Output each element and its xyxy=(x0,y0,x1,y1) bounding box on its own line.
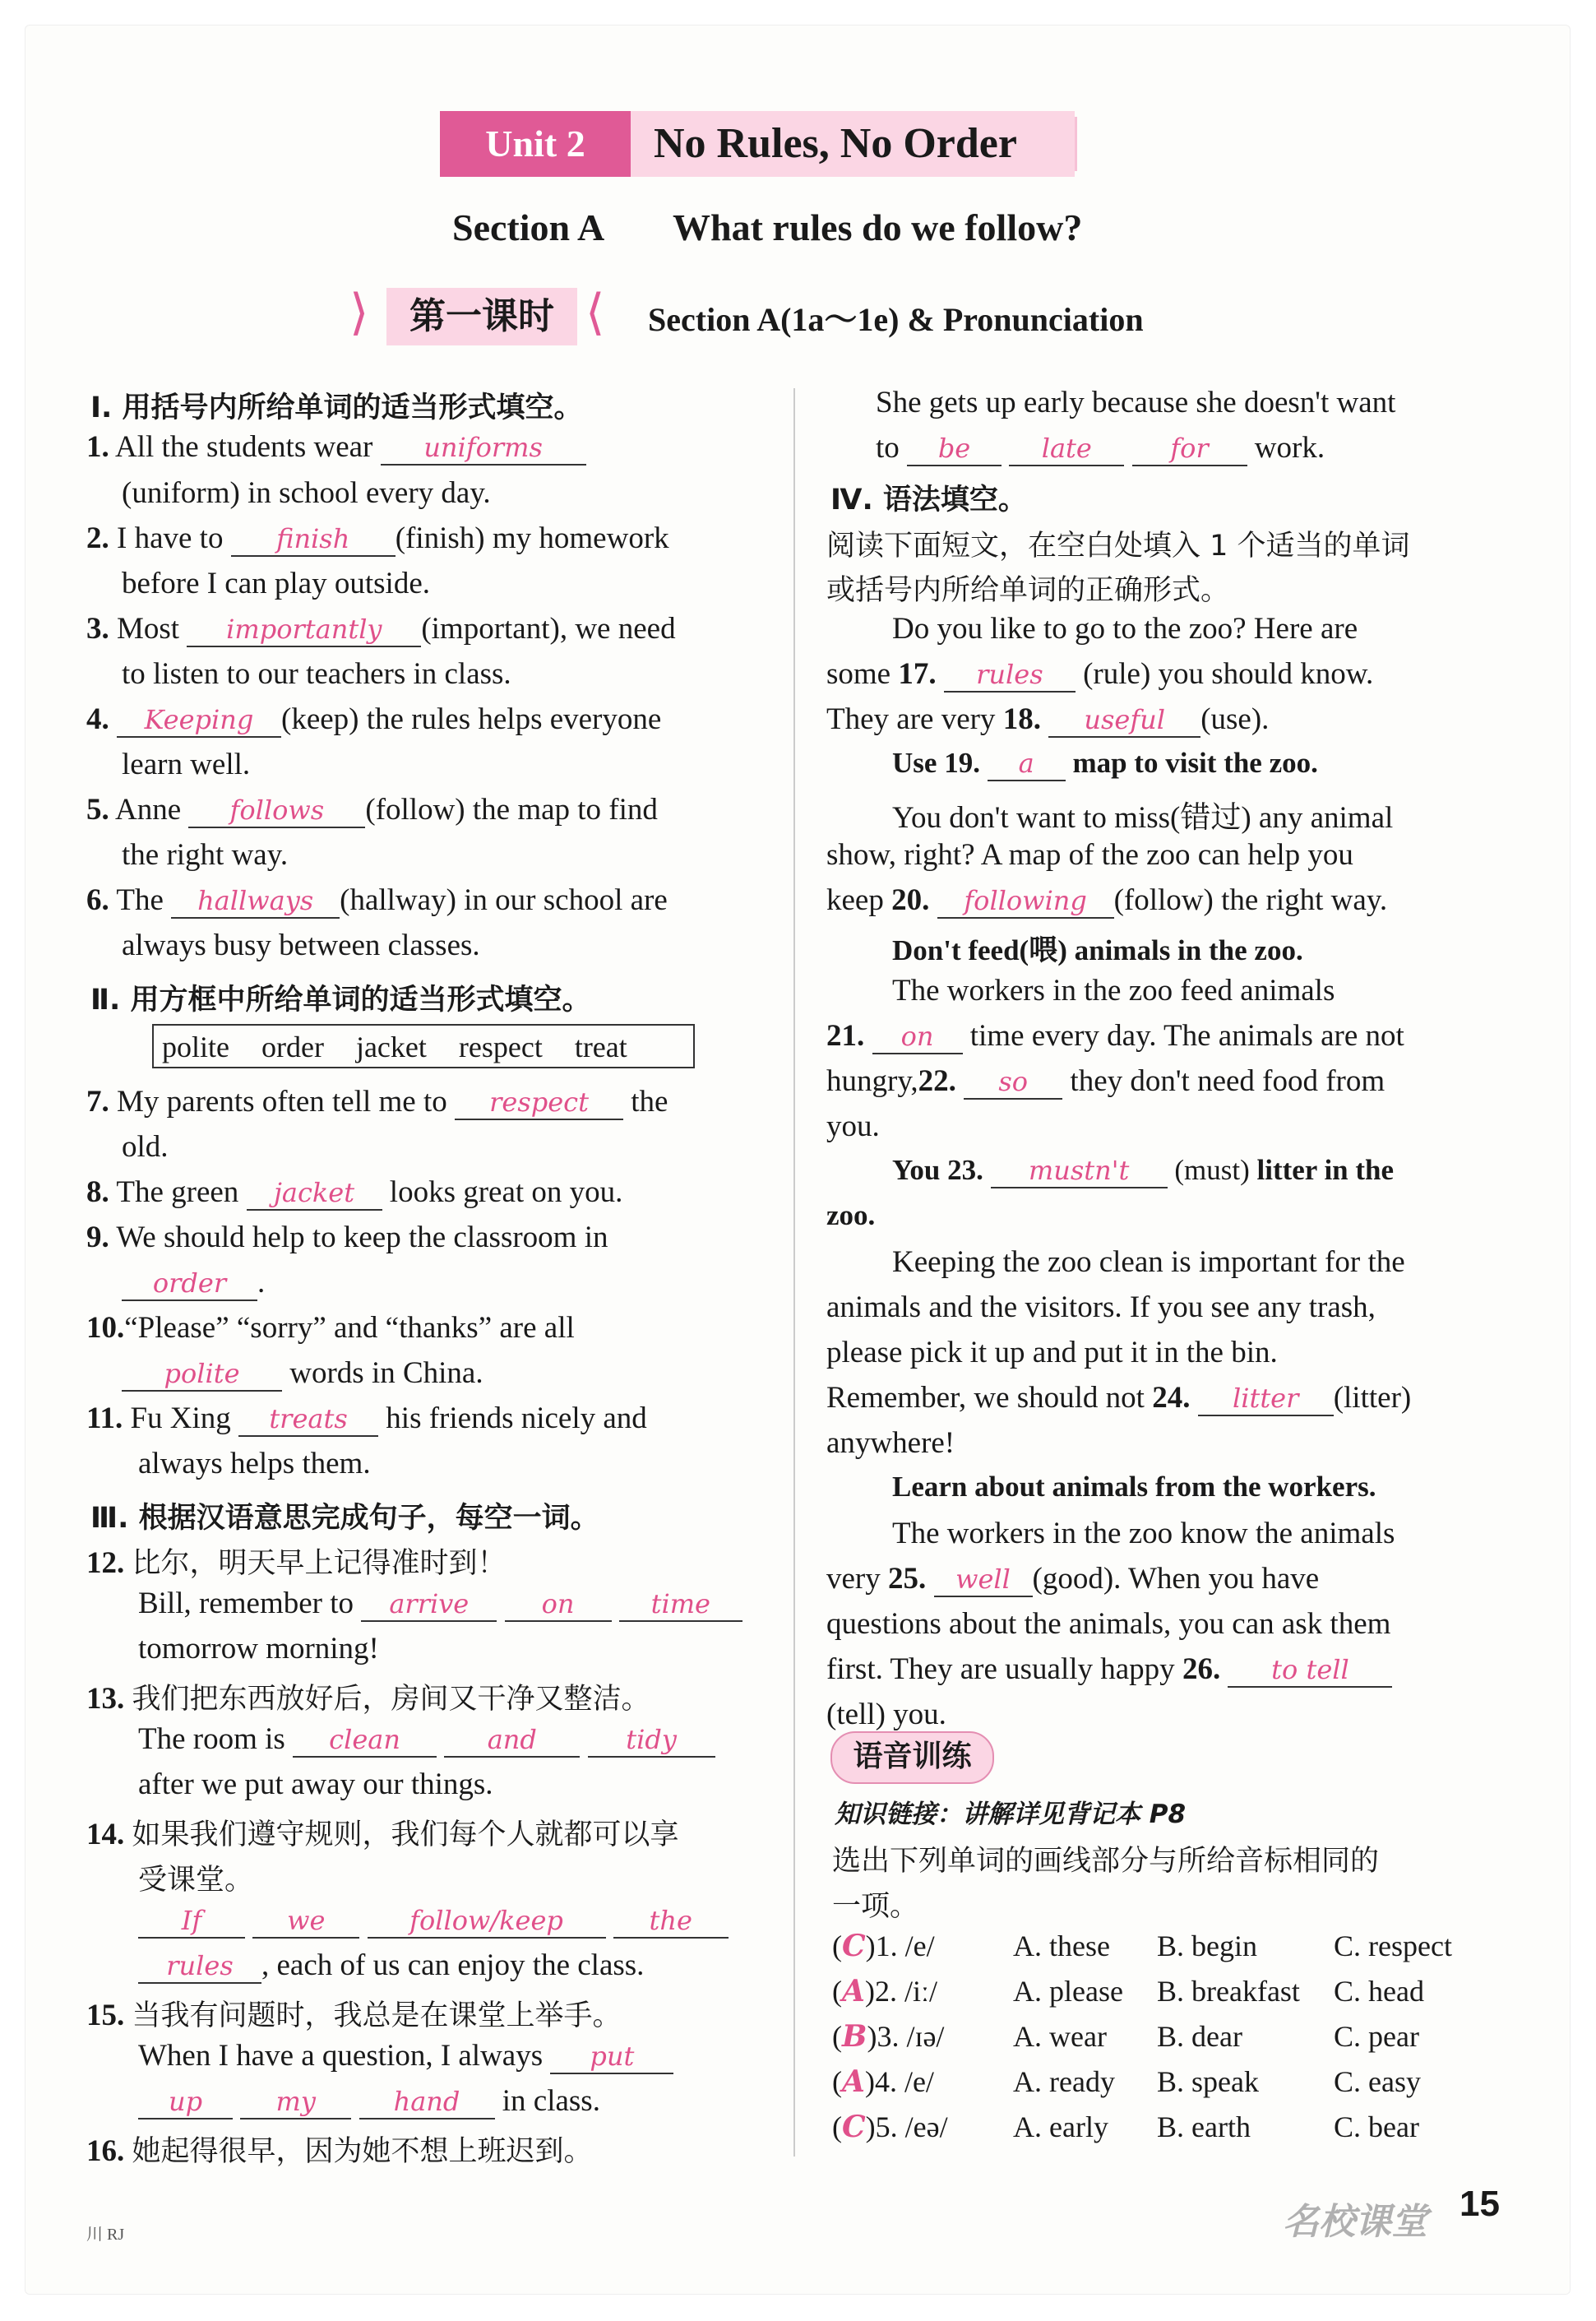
p4-line5: anywhere! xyxy=(826,1426,955,1460)
p3-heading: Don't feed(喂) animals in the zoo. xyxy=(892,934,1303,966)
page-number: 15 xyxy=(1460,2184,1500,2224)
speech-tag: 语音训练 xyxy=(830,1731,994,1784)
speech-item-3: (B)3. /ɪə/ A. wear B. dear C. pear xyxy=(832,2019,1419,2054)
p3-line2: 21. on time every day. The animals are not xyxy=(826,1019,1404,1053)
section-title: What rules do we follow? xyxy=(673,206,1083,248)
unit-title: No Rules, No Order xyxy=(631,111,1075,177)
q3-answer: importantly xyxy=(226,614,382,645)
p1-line3: They are very 18. useful (use). xyxy=(826,702,1270,736)
part4-intro1: 阅读下面短文，在空白处填入 1 个适当的单词 xyxy=(826,530,1410,563)
q3-line1: 3. Most importantly (important), we need xyxy=(86,612,676,646)
p2-line2: show, right? A map of the zoo can help you xyxy=(826,838,1353,872)
part4-intro2: 或括号内所给单词的正确形式。 xyxy=(826,574,1230,607)
q13-line3: after we put away our things. xyxy=(138,1767,493,1801)
p1-heading: Use 19. a map to visit the zoo. xyxy=(892,747,1318,781)
q16-line3: to be late for work. xyxy=(876,431,1325,465)
knowledge-link: 知识链接：讲解详见背记本 P8 xyxy=(835,1800,1187,1829)
q12-line1: 12. 比尔，明天早上记得准时到！ xyxy=(86,1546,507,1580)
q3-line2: to listen to our teachers in class. xyxy=(122,657,511,691)
q6-line2: always busy between classes. xyxy=(122,929,480,962)
q14-line2: 受课堂。 xyxy=(138,1864,254,1897)
q5-line2: the right way. xyxy=(122,838,289,872)
p5-line3: questions about the animals, you can ask them xyxy=(826,1607,1391,1641)
q4-answer: Keeping xyxy=(144,704,254,735)
speech-item-4: (A)4. /e/ A. ready B. speak C. easy xyxy=(832,2064,1421,2099)
q7-line1: 7. My parents often tell me to respect the xyxy=(86,1085,668,1119)
q8-answer: jacket xyxy=(273,1177,355,1208)
q16-line2: She gets up early because she doesn't want xyxy=(876,386,1396,419)
q2-answer: finish xyxy=(276,523,350,554)
q5-answer: follows xyxy=(229,795,325,826)
speech-item-1: (C)1. /e/ A. these B. begin C. respect xyxy=(832,1929,1452,1963)
word-box: polite order jacket respect treat xyxy=(152,1024,695,1068)
q14-line1: 14. 如果我们遵守规则，我们每个人就都可以享 xyxy=(86,1818,679,1851)
p4-line2: animals and the visitors. If you see any trash, xyxy=(826,1290,1376,1324)
bracket-left-icon: ⟩ xyxy=(349,285,369,340)
q11-line2: always helps them. xyxy=(138,1447,371,1480)
q6-line1: 6. The hallways (hallway) in our school are xyxy=(86,883,668,917)
bracket-right-icon: ⟨ xyxy=(585,285,605,340)
brand-logo: 名校课堂 xyxy=(1283,2201,1427,2243)
q1-line1: 1. All the students wear uniforms xyxy=(86,429,586,466)
speech-instr2: 一项。 xyxy=(832,1890,919,1923)
q16-line1: 16. 她起得很早，因为她不想上班迟到。 xyxy=(86,2134,593,2168)
edition-label: 川 RJ xyxy=(86,2226,125,2244)
part4-heading: Ⅳ. 语法填空。 xyxy=(830,484,1027,517)
q2-line1: 2. I have to finish (finish) my homework xyxy=(86,521,669,555)
column-divider xyxy=(793,388,795,2157)
part2-heading: Ⅱ. 用方框中所给单词的适当形式填空。 xyxy=(90,984,591,1017)
speech-item-5: (C)5. /eə/ A. early B. earth C. bear xyxy=(832,2110,1419,2144)
q7-answer: respect xyxy=(489,1086,589,1118)
q14-line4: rules , each of us can enjoy the class. xyxy=(138,1948,644,1984)
q13-line2: The room is clean and tidy xyxy=(138,1721,715,1758)
part1-heading: Ⅰ. 用括号内所给单词的适当形式填空。 xyxy=(90,391,583,424)
q4-line2: learn well. xyxy=(122,748,251,781)
unit-label: Unit 2 xyxy=(440,111,631,177)
p5-line5: (tell) you. xyxy=(826,1698,946,1731)
q15-line1: 15. 当我有问题时，我总是在课堂上举手。 xyxy=(86,1999,622,2032)
p5-line2: very 25. well (good). When you have xyxy=(826,1562,1320,1596)
section-label: Section A xyxy=(452,206,605,248)
q1-line2: (uniform) in school every day. xyxy=(122,476,491,510)
q4-line1: 4. Keeping (keep) the rules helps everyone xyxy=(86,702,662,736)
q7-line2: old. xyxy=(122,1130,169,1164)
q11-answer: treats xyxy=(269,1403,348,1434)
q8-line: 8. The green jacket looks great on you. xyxy=(86,1175,623,1209)
q15-line3: up my hand in class. xyxy=(138,2083,600,2119)
q12-line2: Bill, remember to arrive on time xyxy=(138,1586,742,1622)
p1-line2: some 17. rules (rule) you should know. xyxy=(826,657,1374,691)
speech-instr1: 选出下列单词的画线部分与所给音标相同的 xyxy=(832,1845,1380,1878)
q15-line2: When I have a question, I always put xyxy=(138,2038,673,2074)
q6-answer: hallways xyxy=(197,885,314,916)
q14-line3: If we follow/keep the xyxy=(138,1902,729,1939)
q13-line1: 13. 我们把东西放好后，房间又干净又整洁。 xyxy=(86,1682,650,1716)
p4-line1: Keeping the zoo clean is important for the xyxy=(892,1245,1405,1279)
q12-line3: tomorrow morning! xyxy=(138,1632,379,1665)
q9-line2: order . xyxy=(122,1265,265,1301)
p4-line3: please pick it up and put it in the bin. xyxy=(826,1336,1278,1369)
speech-item-2: (A)2. /iː/ A. please B. breakfast C. head xyxy=(832,1974,1424,2008)
q11-line1: 11. Fu Xing treats his friends nicely and xyxy=(86,1401,647,1435)
p2-line3: keep 20. following (follow) the right way. xyxy=(826,883,1388,917)
q10-line2: polite words in China. xyxy=(122,1355,483,1392)
p4-line4: Remember, we should not 24. litter (litter) xyxy=(826,1381,1412,1415)
q9-line1: 9. We should help to keep the classroom in xyxy=(86,1221,608,1254)
p3-line3: hungry,22. so they don't need food from xyxy=(826,1064,1386,1098)
q1-answer: uniforms xyxy=(423,432,543,463)
q10-answer: polite xyxy=(164,1358,240,1389)
p4-heading: You 23. mustn't (must) litter in the xyxy=(892,1154,1394,1188)
p5-heading: Learn about animals from the workers. xyxy=(892,1471,1376,1503)
p1-line1: Do you like to go to the zoo? Here are xyxy=(892,612,1358,646)
q10-line1: 10.“Please” “sorry” and “thanks” are all xyxy=(86,1311,575,1345)
lesson-title: Section A(1a～1e) & Pronunciation xyxy=(648,301,1144,338)
p2-line1: You don't want to miss(错过) any animal xyxy=(892,801,1394,835)
q5-line1: 5. Anne follows (follow) the map to find xyxy=(86,793,658,827)
p3-line4: you. xyxy=(826,1110,880,1143)
p4-heading-cont: zoo. xyxy=(826,1199,876,1231)
p3-line1: The workers in the zoo feed animals xyxy=(892,974,1335,1008)
q2-line2: before I can play outside. xyxy=(122,567,430,600)
part3-heading: Ⅲ. 根据汉语意思完成句子，每空一词。 xyxy=(90,1502,599,1535)
lesson-tag: 第一课时 xyxy=(386,288,577,345)
p5-line1: The workers in the zoo know the animals xyxy=(892,1517,1395,1550)
p5-line4: first. They are usually happy 26. to tell xyxy=(826,1652,1392,1688)
q9-answer: order xyxy=(152,1267,227,1299)
